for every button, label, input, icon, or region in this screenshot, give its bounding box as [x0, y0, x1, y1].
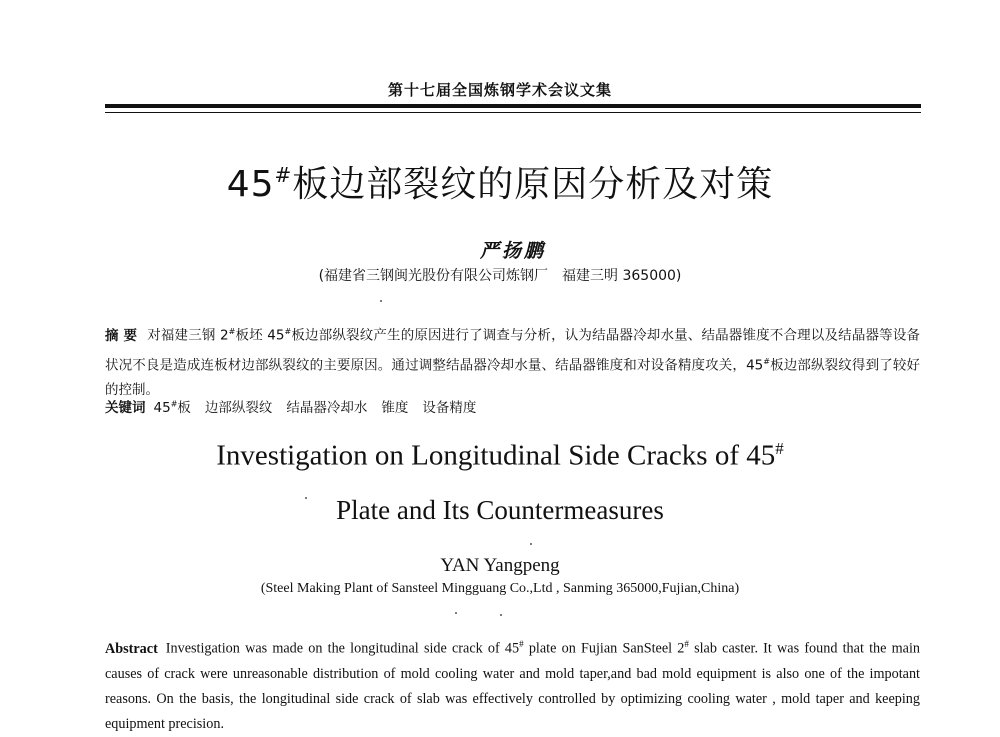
scan-speck [455, 612, 457, 614]
abstract-en-text-2: plate on Fujian SanSteel 2 [523, 640, 685, 657]
keyword-5: 设备精度 [422, 400, 477, 416]
header-rule-thin [105, 112, 921, 113]
affiliation-en: (Steel Making Plant of Sansteel Mingguang Co.,Ltd , Sanming 365000,Fujian,China) [260, 581, 740, 596]
title-cn-prefix: 45 [226, 164, 275, 205]
abstract-cn-text-4: 板边部纵裂纹得到了较好的控制。 [105, 357, 920, 398]
author-en: YAN Yangpeng [440, 555, 560, 576]
keyword-1-sup: # [170, 399, 178, 409]
abstract-en-label: Abstract [105, 640, 158, 657]
running-head: 第十七届全国炼钢学术会议文集 [387, 81, 612, 99]
abstract-cn-sup-2: # [284, 327, 292, 336]
paper-title-en-line2: Plate and Its Countermeasures [336, 495, 664, 525]
affiliation-cn: (福建省三钢闽光股份有限公司炼钢厂 福建三明 365000) [318, 268, 682, 284]
author-cn: 严扬鹏 [480, 240, 547, 262]
title-en-line1-sup: # [775, 439, 784, 458]
abstract-cn-text-3: 板边部纵裂纹产生的原因进行了调查与分析，认为结晶器冷却水量、结晶器锥度不合理以及结晶器等设备状况不良是造成连板材边部纵裂纹的主要原因。通过调整结晶器冷却水量、结晶器锥度和对设备精度攻关，45 [105, 327, 920, 373]
keyword-1-text: 45 [153, 400, 171, 416]
paper-title-en-line1 [0, 439, 1000, 473]
title-cn-superscript: # [274, 163, 293, 187]
keywords-cn [105, 396, 920, 416]
abstract-cn-text-2: 板坯 45 [235, 327, 285, 344]
abstract-cn-text-1: 对福建三钢 2 [147, 327, 229, 344]
abstract-en-text-3: slab caster. It was found that the main causes of crack were unreasonable distribution of mold cooling water and mold taper,and bad mold equipment is also one of the impotant reasons. On the basis, the longitudinal side crack of slab was effectively controlled by optimizing cooling water , mold taper and keeping equipment precision. [105, 640, 920, 732]
abstract-en-sup-2: # [684, 639, 689, 649]
abstract-en [105, 632, 920, 737]
title-en-line1-text: Investigation on Longitudinal Side Cracks of 45 [216, 439, 776, 472]
scan-speck [530, 543, 532, 545]
abstract-cn-label: 摘 要 [105, 327, 138, 344]
keywords-cn-label: 关键词 [105, 400, 146, 416]
abstract-cn-sup-3: # [763, 356, 770, 366]
scan-speck [380, 300, 382, 302]
title-cn-rest: 板边部裂纹的原因分析及对策 [292, 164, 774, 205]
abstract-en-text-1: Investigation was made on the longitudinal side crack of 45 [165, 640, 520, 657]
keyword-4: 锥度 [381, 400, 409, 416]
paper-title-cn [0, 156, 1000, 207]
keyword-3: 结晶器冷却水 [286, 400, 368, 416]
scan-speck [305, 497, 307, 499]
scan-speck [500, 614, 502, 616]
abstract-cn [105, 319, 920, 403]
keyword-1-rest: 板 [177, 400, 191, 416]
header-rule-thick [105, 104, 921, 108]
keyword-2: 边部纵裂纹 [204, 400, 273, 416]
keyword-1 [154, 400, 191, 416]
abstract-en-sup-1: # [519, 639, 524, 649]
abstract-cn-sup-1: # [228, 327, 236, 336]
